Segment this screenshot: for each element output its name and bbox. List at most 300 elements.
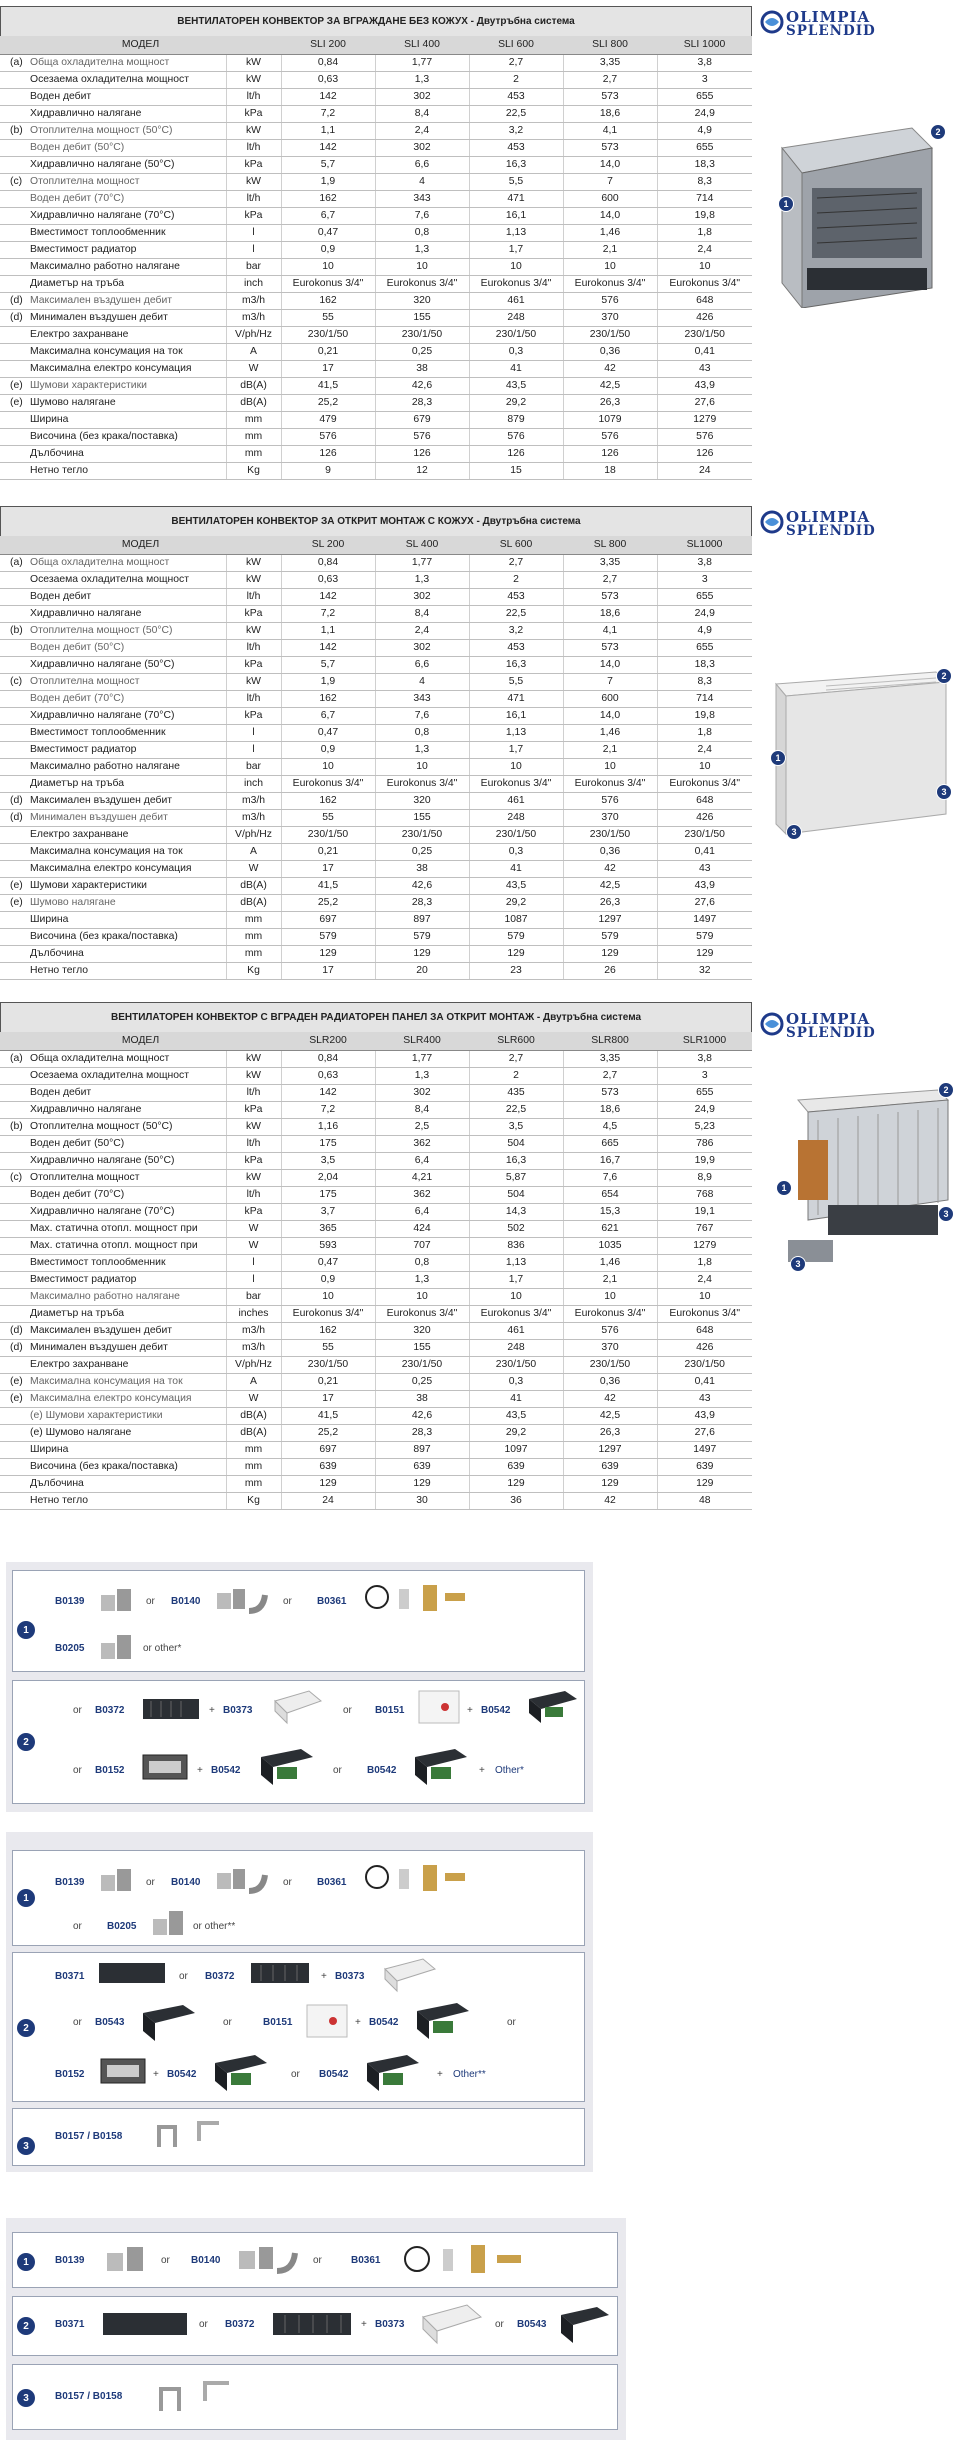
table-row [0,122,752,139]
plus-text: + [437,2069,443,2080]
row-unit: lt/h [226,690,281,707]
row-marker [0,1067,26,1084]
row-marker: (e) [0,877,26,894]
row-unit: lt/h [226,139,281,156]
cell-value: 768 [657,1186,752,1203]
cell-value: 471 [469,690,563,707]
callout-2-badge: 2 [936,668,952,684]
cell-value: 28,3 [375,394,469,411]
cell-value: 41,5 [281,877,375,894]
row-label: Обща охладителна мощност [26,1050,226,1067]
cell-value: 15 [469,462,563,479]
cell-value: 27,6 [657,394,752,411]
row-marker [0,1084,26,1101]
row-unit: mm [226,411,281,428]
table-row [0,411,752,428]
cell-value: 0,63 [281,571,375,588]
code-b0361: B0361 [317,1877,347,1888]
row-unit: kW [226,1067,281,1084]
cell-value: 8,4 [375,1101,469,1118]
or-text: or [199,2319,208,2330]
cell-value: 1497 [657,911,752,928]
table-row [0,707,752,724]
model-name: SL 400 [375,536,469,554]
cell-value: 0,41 [657,843,752,860]
cell-value: 18,3 [657,656,752,673]
cell-value: 0,8 [375,224,469,241]
cell-value: 370 [563,809,657,826]
table-row [0,1458,752,1475]
row-unit: kPa [226,105,281,122]
row-label: Вместимост радиатор [26,1271,226,1288]
cell-value: 426 [657,809,752,826]
row-marker [0,1492,26,1509]
row-unit: mm [226,1458,281,1475]
cell-value: 1,77 [375,1050,469,1067]
cell-value: 370 [563,309,657,326]
cell-value: 17 [281,860,375,877]
cell-value: Eurokonus 3/4" [469,1305,563,1322]
cell-value: 230/1/50 [375,826,469,843]
row-marker: (d) [0,1339,26,1356]
cell-value: 3,35 [563,1050,657,1067]
accessory-row-1 [12,2232,618,2288]
row-marker: (d) [0,292,26,309]
cell-value: 453 [469,88,563,105]
spec-table [0,36,752,480]
cell-value: 0,47 [281,224,375,241]
model-header: МОДЕЛ [0,36,281,54]
row-label: Воден дебит (70°C) [26,690,226,707]
cell-value: 38 [375,1390,469,1407]
cell-value: 426 [657,1339,752,1356]
accessory-panel-2 [6,1832,593,2172]
row-marker [0,707,26,724]
plus-text: + [361,2319,367,2330]
control-board-icon [211,2051,271,2095]
cell-value: 48 [657,1492,752,1509]
cell-value: 8,4 [375,105,469,122]
cell-value: 897 [375,911,469,928]
row-label: (e) Шумово налягане [26,1424,226,1441]
cell-value: 504 [469,1186,563,1203]
cell-value: 2 [469,571,563,588]
cell-value: 0,9 [281,741,375,758]
cell-value: 14,0 [563,207,657,224]
row-unit: l [226,724,281,741]
plus-text: + [321,1971,327,1982]
row-marker [0,945,26,962]
cell-value: 230/1/50 [469,326,563,343]
header-row [0,1032,752,1050]
cell-value: 0,41 [657,1373,752,1390]
cell-value: 0,25 [375,1373,469,1390]
row-marker [0,1475,26,1492]
table-row [0,71,752,88]
cell-value: Eurokonus 3/4" [281,275,375,292]
cell-value: 3,35 [563,54,657,71]
row-unit: lt/h [226,639,281,656]
row-label: Воден дебит [26,1084,226,1101]
cell-value: 370 [563,1339,657,1356]
cell-value: 2 [469,1067,563,1084]
row-marker [0,428,26,445]
table-row [0,1390,752,1407]
table-row [0,605,752,622]
code-b0205: B0205 [55,1643,85,1654]
row-label: Воден дебит (70°C) [26,190,226,207]
cell-value: 639 [657,1458,752,1475]
table-row [0,1305,752,1322]
cell-value: 2,4 [375,122,469,139]
row-label: Хидравлично налягане (50°C) [26,1152,226,1169]
row-label: Височина (без крака/поставка) [26,428,226,445]
row-marker: (a) [0,554,26,571]
row-marker [0,190,26,207]
plus-text: + [197,1765,203,1776]
cell-value: 767 [657,1220,752,1237]
row-marker [0,156,26,173]
row-label: Максимална електро консумация [26,360,226,377]
cell-value: 2,7 [469,1050,563,1067]
cell-value: 10 [375,1288,469,1305]
control-board-icon [411,1745,471,1789]
code-b0373: B0373 [223,1705,253,1716]
row-unit: kPa [226,1203,281,1220]
cell-value: 43 [657,860,752,877]
row-label: Воден дебит [26,588,226,605]
row-unit: kW [226,673,281,690]
row-label: Дълбочина [26,945,226,962]
product-photo-sli [772,118,950,308]
or-text: or [73,1765,82,1776]
cell-value: 600 [563,690,657,707]
cell-value: 1,3 [375,741,469,758]
row-unit: m3/h [226,1339,281,1356]
cell-value: 129 [657,1475,752,1492]
cell-value: 697 [281,911,375,928]
cell-value: 2,1 [563,1271,657,1288]
cell-value: 461 [469,292,563,309]
cell-value: 10 [657,258,752,275]
cell-value: 18,6 [563,605,657,622]
row-unit: kW [226,554,281,571]
cell-value: 0,9 [281,241,375,258]
cell-value: 0,8 [375,1254,469,1271]
cell-value: 1,3 [375,241,469,258]
cell-value: 1,3 [375,571,469,588]
or-text: or [507,2017,516,2028]
row-unit: lt/h [226,1186,281,1203]
cell-value: 576 [657,428,752,445]
control-board-icon [363,2051,423,2095]
cell-value: 10 [281,1288,375,1305]
cell-value: 576 [563,792,657,809]
cell-value: 38 [375,860,469,877]
cell-value: 230/1/50 [469,826,563,843]
row-unit: W [226,1220,281,1237]
code-b0542: B0542 [367,1765,397,1776]
table-row [0,860,752,877]
cell-value: 453 [469,139,563,156]
cell-value: 0,9 [281,1271,375,1288]
cell-value: 1,7 [469,1271,563,1288]
model-name: SLI 800 [563,36,657,54]
cell-value: 639 [469,1458,563,1475]
cell-value: 320 [375,292,469,309]
row-label: Шумови характеристики [26,377,226,394]
row-label: Отоплителна мощност [26,673,226,690]
row-label: Вместимост топлообменник [26,224,226,241]
row-marker [0,826,26,843]
cell-value: 3 [657,571,752,588]
cell-value: 479 [281,411,375,428]
table-row [0,326,752,343]
table-row [0,1220,752,1237]
cell-value: 2,1 [563,741,657,758]
cell-value: 0,84 [281,1050,375,1067]
cell-value: 1,9 [281,173,375,190]
cell-value: 435 [469,1084,563,1101]
cell-value: 8,3 [657,673,752,690]
code-b0542: B0542 [481,1705,511,1716]
cell-value: Eurokonus 3/4" [375,275,469,292]
cell-value: 8,9 [657,1169,752,1186]
code-b0361: B0361 [317,1596,347,1607]
support-feet-icon [153,2375,243,2415]
cell-value: 2,7 [563,571,657,588]
cell-value: 1279 [657,1237,752,1254]
cell-value: 29,2 [469,1424,563,1441]
valve-pipe-icon [235,2239,305,2279]
valve-pipe-icon [213,1581,273,1617]
cell-value: 639 [375,1458,469,1475]
cell-value: 1,77 [375,54,469,71]
cell-value: 10 [375,258,469,275]
row-unit: kPa [226,1101,281,1118]
row-unit: V/ph/Hz [226,1356,281,1373]
row-marker [0,639,26,656]
cell-value: 579 [469,928,563,945]
row-label: Воден дебит (70°C) [26,1186,226,1203]
row-label: Ширина [26,1441,226,1458]
row-unit: V/ph/Hz [226,326,281,343]
thermostat-icon [417,1689,461,1727]
table-row [0,809,752,826]
cell-value: 10 [563,258,657,275]
cell-value: 42 [563,860,657,877]
control-board-icon [257,1745,317,1789]
cell-value: 129 [281,945,375,962]
cell-value: 8,3 [657,173,752,190]
cell-value: 0,3 [469,1373,563,1390]
row-marker [0,1271,26,1288]
cell-value: 3,35 [563,554,657,571]
cell-value: 14,3 [469,1203,563,1220]
cell-value: 248 [469,309,563,326]
table-row [0,775,752,792]
row-marker [0,724,26,741]
row-unit: A [226,1373,281,1390]
row-unit: kW [226,173,281,190]
cell-value: 897 [375,1441,469,1458]
cell-value: 1097 [469,1441,563,1458]
cell-value: 129 [657,945,752,962]
cell-value: 655 [657,1084,752,1101]
cell-value: 129 [375,945,469,962]
row-marker [0,911,26,928]
row-label: Диаметър на тръба [26,1305,226,1322]
row-marker: (e) [0,1390,26,1407]
cell-value: 0,47 [281,724,375,741]
row-label: Осезаема охладителна мощност [26,71,226,88]
code-b0205: B0205 [107,1921,137,1932]
row-marker: (d) [0,809,26,826]
row-label: Височина (без крака/поставка) [26,928,226,945]
row-unit: m3/h [226,809,281,826]
row-label: Максимално работно налягане [26,1288,226,1305]
cell-value: 471 [469,190,563,207]
code-b0139: B0139 [55,2255,85,2266]
row-unit: kPa [226,707,281,724]
or-text: or [291,2069,300,2080]
or-text: or [333,1765,342,1776]
row-label: Вместимост топлообменник [26,724,226,741]
cell-value: 502 [469,1220,563,1237]
row-marker [0,326,26,343]
cell-value: Eurokonus 3/4" [375,775,469,792]
cell-value: 302 [375,88,469,105]
row-marker [0,1356,26,1373]
cell-value: 142 [281,588,375,605]
row-marker [0,775,26,792]
cell-value: Eurokonus 3/4" [563,1305,657,1322]
cell-value: 654 [563,1186,657,1203]
row-unit: kPa [226,605,281,622]
cell-value: 19,8 [657,707,752,724]
row-label: Ширина [26,411,226,428]
model-name: SL 800 [563,536,657,554]
cell-value: 43,5 [469,377,563,394]
code-b0151: B0151 [375,1705,405,1716]
cell-value: 1,1 [281,622,375,639]
cell-value: 12 [375,462,469,479]
row-marker [0,860,26,877]
code-b0157-b0158: B0157 / B0158 [55,2391,123,2402]
table-row [0,639,752,656]
row-label: Максимална електро консумация [26,860,226,877]
callout-3-badge: 3 [938,1206,954,1222]
table-row [0,343,752,360]
code-b0361: B0361 [351,2255,381,2266]
cell-value: 365 [281,1220,375,1237]
table-row [0,1339,752,1356]
row-marker [0,690,26,707]
fan-module-icon [141,1693,201,1725]
cell-value: 1,13 [469,1254,563,1271]
row-label: Хидравлично налягане (50°C) [26,156,226,173]
cell-value: 24,9 [657,105,752,122]
row-unit: dB(A) [226,894,281,911]
or-other-text: or other* [143,1643,182,1654]
control-panel-icon [99,2055,149,2089]
cell-value: 24,9 [657,605,752,622]
row-number-2: 2 [17,1733,35,1751]
cell-value: 1297 [563,911,657,928]
row-label: Воден дебит (50°C) [26,139,226,156]
row-marker [0,241,26,258]
cell-value: 6,4 [375,1152,469,1169]
table-row [0,656,752,673]
spec-table-sli [0,6,752,480]
row-marker [0,1220,26,1237]
row-label: Диаметър на тръба [26,275,226,292]
hose-fittings-icon [363,1859,473,1899]
or-text: or [73,1705,82,1716]
cell-value: 655 [657,639,752,656]
plus-text: + [209,1705,215,1716]
cell-value: 1,16 [281,1118,375,1135]
cell-value: 3 [657,71,752,88]
cell-value: 0,84 [281,554,375,571]
model-name: SL 200 [281,536,375,554]
cell-value: 453 [469,588,563,605]
row-marker [0,71,26,88]
cell-value: 2 [469,71,563,88]
cell-value: 302 [375,1084,469,1101]
row-unit: Kg [226,1492,281,1509]
row-unit: dB(A) [226,1424,281,1441]
cell-value: 28,3 [375,894,469,911]
cell-value: 41,5 [281,1407,375,1424]
other-label: Other** [453,2069,486,2080]
model-name: SL1000 [657,536,752,554]
cell-value: 7,6 [563,1169,657,1186]
row-marker [0,139,26,156]
accessory-row-1 [12,1570,585,1672]
row-label: Обща охладителна мощност [26,554,226,571]
table-row [0,724,752,741]
cell-value: 1,8 [657,1254,752,1271]
cell-value: 7,2 [281,605,375,622]
cell-value: 593 [281,1237,375,1254]
table-row [0,911,752,928]
cell-value: 42,6 [375,1407,469,1424]
row-unit: m3/h [226,1322,281,1339]
row-label: Отоплителна мощност (50°C) [26,1118,226,1135]
or-text: or [343,1705,352,1716]
header-row [0,536,752,554]
cell-value: 0,41 [657,343,752,360]
row-marker: (e) [0,377,26,394]
cell-value: 10 [281,258,375,275]
cell-value: 8,4 [375,605,469,622]
row-unit: bar [226,258,281,275]
cell-value: Eurokonus 3/4" [281,775,375,792]
cell-value: 426 [657,309,752,326]
cell-value: 576 [469,428,563,445]
cell-value: 1,7 [469,241,563,258]
cell-value: Eurokonus 3/4" [375,1305,469,1322]
control-panel-icon [141,1751,191,1785]
code-b0140: B0140 [191,2255,221,2266]
or-text: or [161,2255,170,2266]
cell-value: 3,8 [657,554,752,571]
cell-value: 25,2 [281,894,375,911]
row-unit: W [226,1390,281,1407]
cell-value: 17 [281,360,375,377]
row-label: Хидравлично налягане [26,605,226,622]
